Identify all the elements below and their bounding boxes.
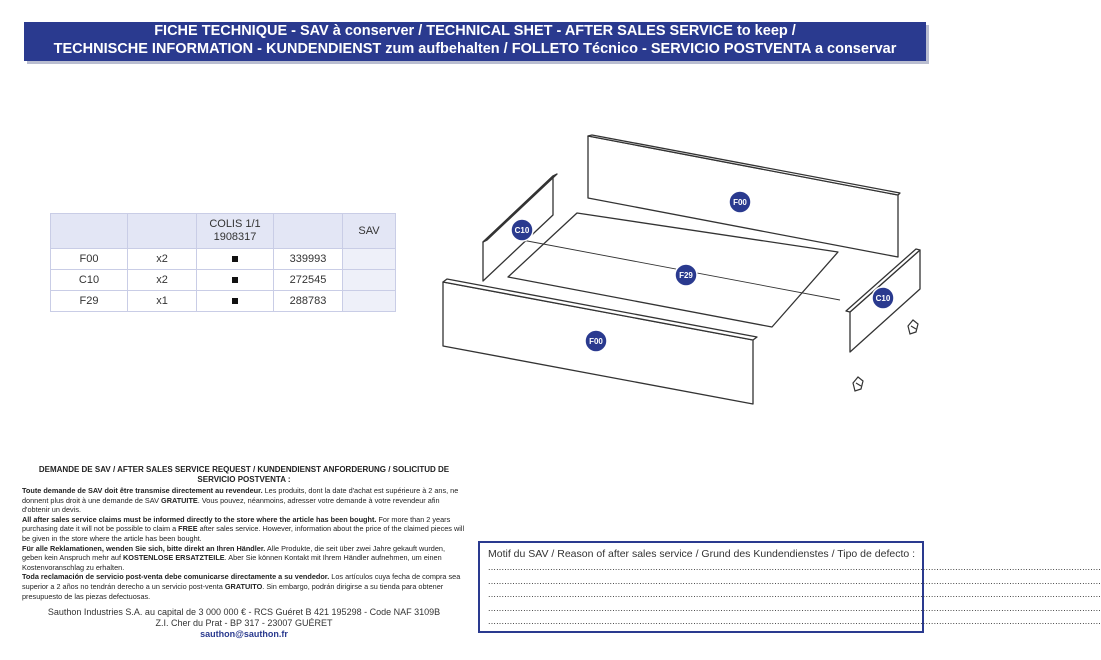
colis-header: [197, 214, 274, 249]
header-line-1: FICHE TECHNIQUE - SAV à conserver / TECHNICAL SHET - AFTER SALES SERVICE to keep /: [154, 23, 796, 39]
reason-label: Motif du SAV / Reason of after sales service / Grund des Kundendienstes / Tipo de defecto :: [488, 548, 916, 560]
included-mark: [197, 270, 274, 291]
part-ref: 288783: [274, 291, 343, 312]
service-request-title: DEMANDE DE SAV / AFTER SALES SERVICE REQUEST / KUNDENDIENST ANFORDERUNG / SOLICITUD DE SERVICIO POSTVENTA :: [38, 465, 450, 484]
header-line-2: TECHNISCHE INFORMATION - KUNDENDIENST zum aufbehalten / FOLLETO Técnico - SERVICIO POSTVENTA a conservar: [53, 41, 897, 57]
square-bullet-icon: [232, 277, 238, 283]
reason-line-2[interactable]: ...................................................................................................................................................................................................................................: [488, 575, 1101, 586]
part-code: F29: [51, 291, 128, 312]
part-ref: 272545: [274, 270, 343, 291]
request-english: [22, 515, 466, 544]
reason-line-1[interactable]: ...................................................................................................................................................................................................................................: [488, 562, 1101, 572]
request-french-text: Les produits, dont la date d'achat est supérieure à 2 ans, ne donnent plus droit à une demande de SAV: [22, 486, 459, 505]
request-english-text-2: after sales service. However, information about the price of the claimed pieces will be given in the store where the article has been bought.: [22, 524, 465, 543]
badge-c10-left-label: C10: [514, 226, 530, 235]
sav-cell[interactable]: [343, 249, 396, 270]
included-mark: [197, 291, 274, 312]
company-info: Sauthon Industries S.A. au capital de 3 000 000 € - RCS Guéret B 421 195298 - Code NAF 3109B: [47, 607, 441, 617]
part-code: C10: [51, 270, 128, 291]
request-spanish-bold: Toda reclamación de servicio post-venta debe comunicarse directamente a su vendedor.: [22, 572, 330, 582]
reason-line-5[interactable]: ...................................................................................................................................................................................................................................: [488, 616, 1101, 627]
request-english-text: For more than 2 years purchasing date it will not be possible to claim a: [22, 514, 451, 534]
included-mark: [197, 249, 274, 270]
table-row: [51, 291, 396, 312]
badge-f00-back-label: F00: [733, 198, 747, 207]
reason-line-4[interactable]: ...................................................................................................................................................................................................................................: [488, 602, 1101, 613]
company-footer: [22, 607, 466, 641]
request-french-text-2: . Vous pouvez, néanmoins, adresser votre demande à votre revendeur afin d'obtenir un devis.: [22, 495, 440, 515]
square-bullet-icon: [232, 256, 238, 262]
company-address: Z.I. Cher du Prat - BP 317 - 23007 GUÉRET: [155, 618, 333, 629]
reason-box: [478, 541, 1101, 633]
part-code: F00: [51, 249, 128, 270]
badge-c10-right-label: C10: [875, 294, 891, 303]
hardware-clip-icon: [908, 320, 918, 334]
table-row: [51, 249, 396, 270]
reason-line-3[interactable]: ...................................................................................................................................................................................................................................: [488, 589, 1101, 600]
request-german-text-2: . Aber Sie können Kontakt mit Ihrem Händler aufnehmen, um einen Kostenvoranschlag zu erhalten.: [22, 553, 442, 572]
document-header: [24, 22, 926, 61]
request-english-bold: All after sales service claims must be informed directly to the store where the article has been bought.: [22, 514, 377, 524]
header-cell-empty-2: [128, 214, 197, 249]
request-german-bold: Für alle Reklamationen, wenden Sie sich, bitte direkt an Ihren Händler.: [22, 543, 266, 553]
square-bullet-icon: [232, 298, 238, 304]
part-qty: x2: [128, 249, 197, 270]
exploded-assembly-drawing: [470, 130, 910, 410]
colis-label: COLIS 1/1: [209, 218, 261, 230]
table-header-row: [51, 214, 396, 249]
request-spanish-text: Los artículos cuya fecha de compra sea superior a 2 años no tendrán derecho a un servicio post-venta: [22, 572, 461, 591]
request-spanish-bold-2: GRATUITO: [224, 581, 263, 591]
badge-f29-label: F29: [679, 271, 693, 280]
request-french-bold: Toute demande de SAV doit être transmise directement au revendeur.: [22, 486, 263, 495]
header-cell-empty-1: [51, 214, 128, 249]
request-spanish: [22, 572, 466, 601]
colis-number: 1908317: [213, 231, 257, 243]
request-english-bold-2: FREE: [178, 524, 198, 534]
request-french: [22, 486, 466, 515]
table-row: [51, 270, 396, 291]
request-spanish-text-2: . Sin embargo, podrán dirigirse a su tienda para obtener presupuesto de las piezas defectuosas.: [22, 581, 444, 601]
parts-table: [50, 213, 396, 312]
request-french-bold-2: GRATUITE: [161, 495, 198, 505]
service-request-section: [22, 465, 466, 601]
header-cell-empty-3: [274, 214, 343, 249]
company-email-link[interactable]: sauthon@sauthon.fr: [200, 629, 288, 640]
request-german: [22, 544, 466, 573]
part-qty: x1: [128, 291, 197, 312]
request-german-text: Alle Produkte, die seit über zwei Jahre gekauft wurden, geben kein Anspruch mehr auf: [22, 543, 445, 563]
hardware-clip-icon: [853, 377, 863, 391]
sav-cell[interactable]: [343, 270, 396, 291]
sav-header: SAV: [343, 214, 396, 249]
sav-cell[interactable]: [343, 291, 396, 312]
request-german-bold-2: KOSTENLOSE ERSATZTEILE: [123, 553, 225, 563]
badge-f00-front-label: F00: [589, 337, 603, 346]
part-ref: 339993: [274, 249, 343, 270]
part-qty: x2: [128, 270, 197, 291]
